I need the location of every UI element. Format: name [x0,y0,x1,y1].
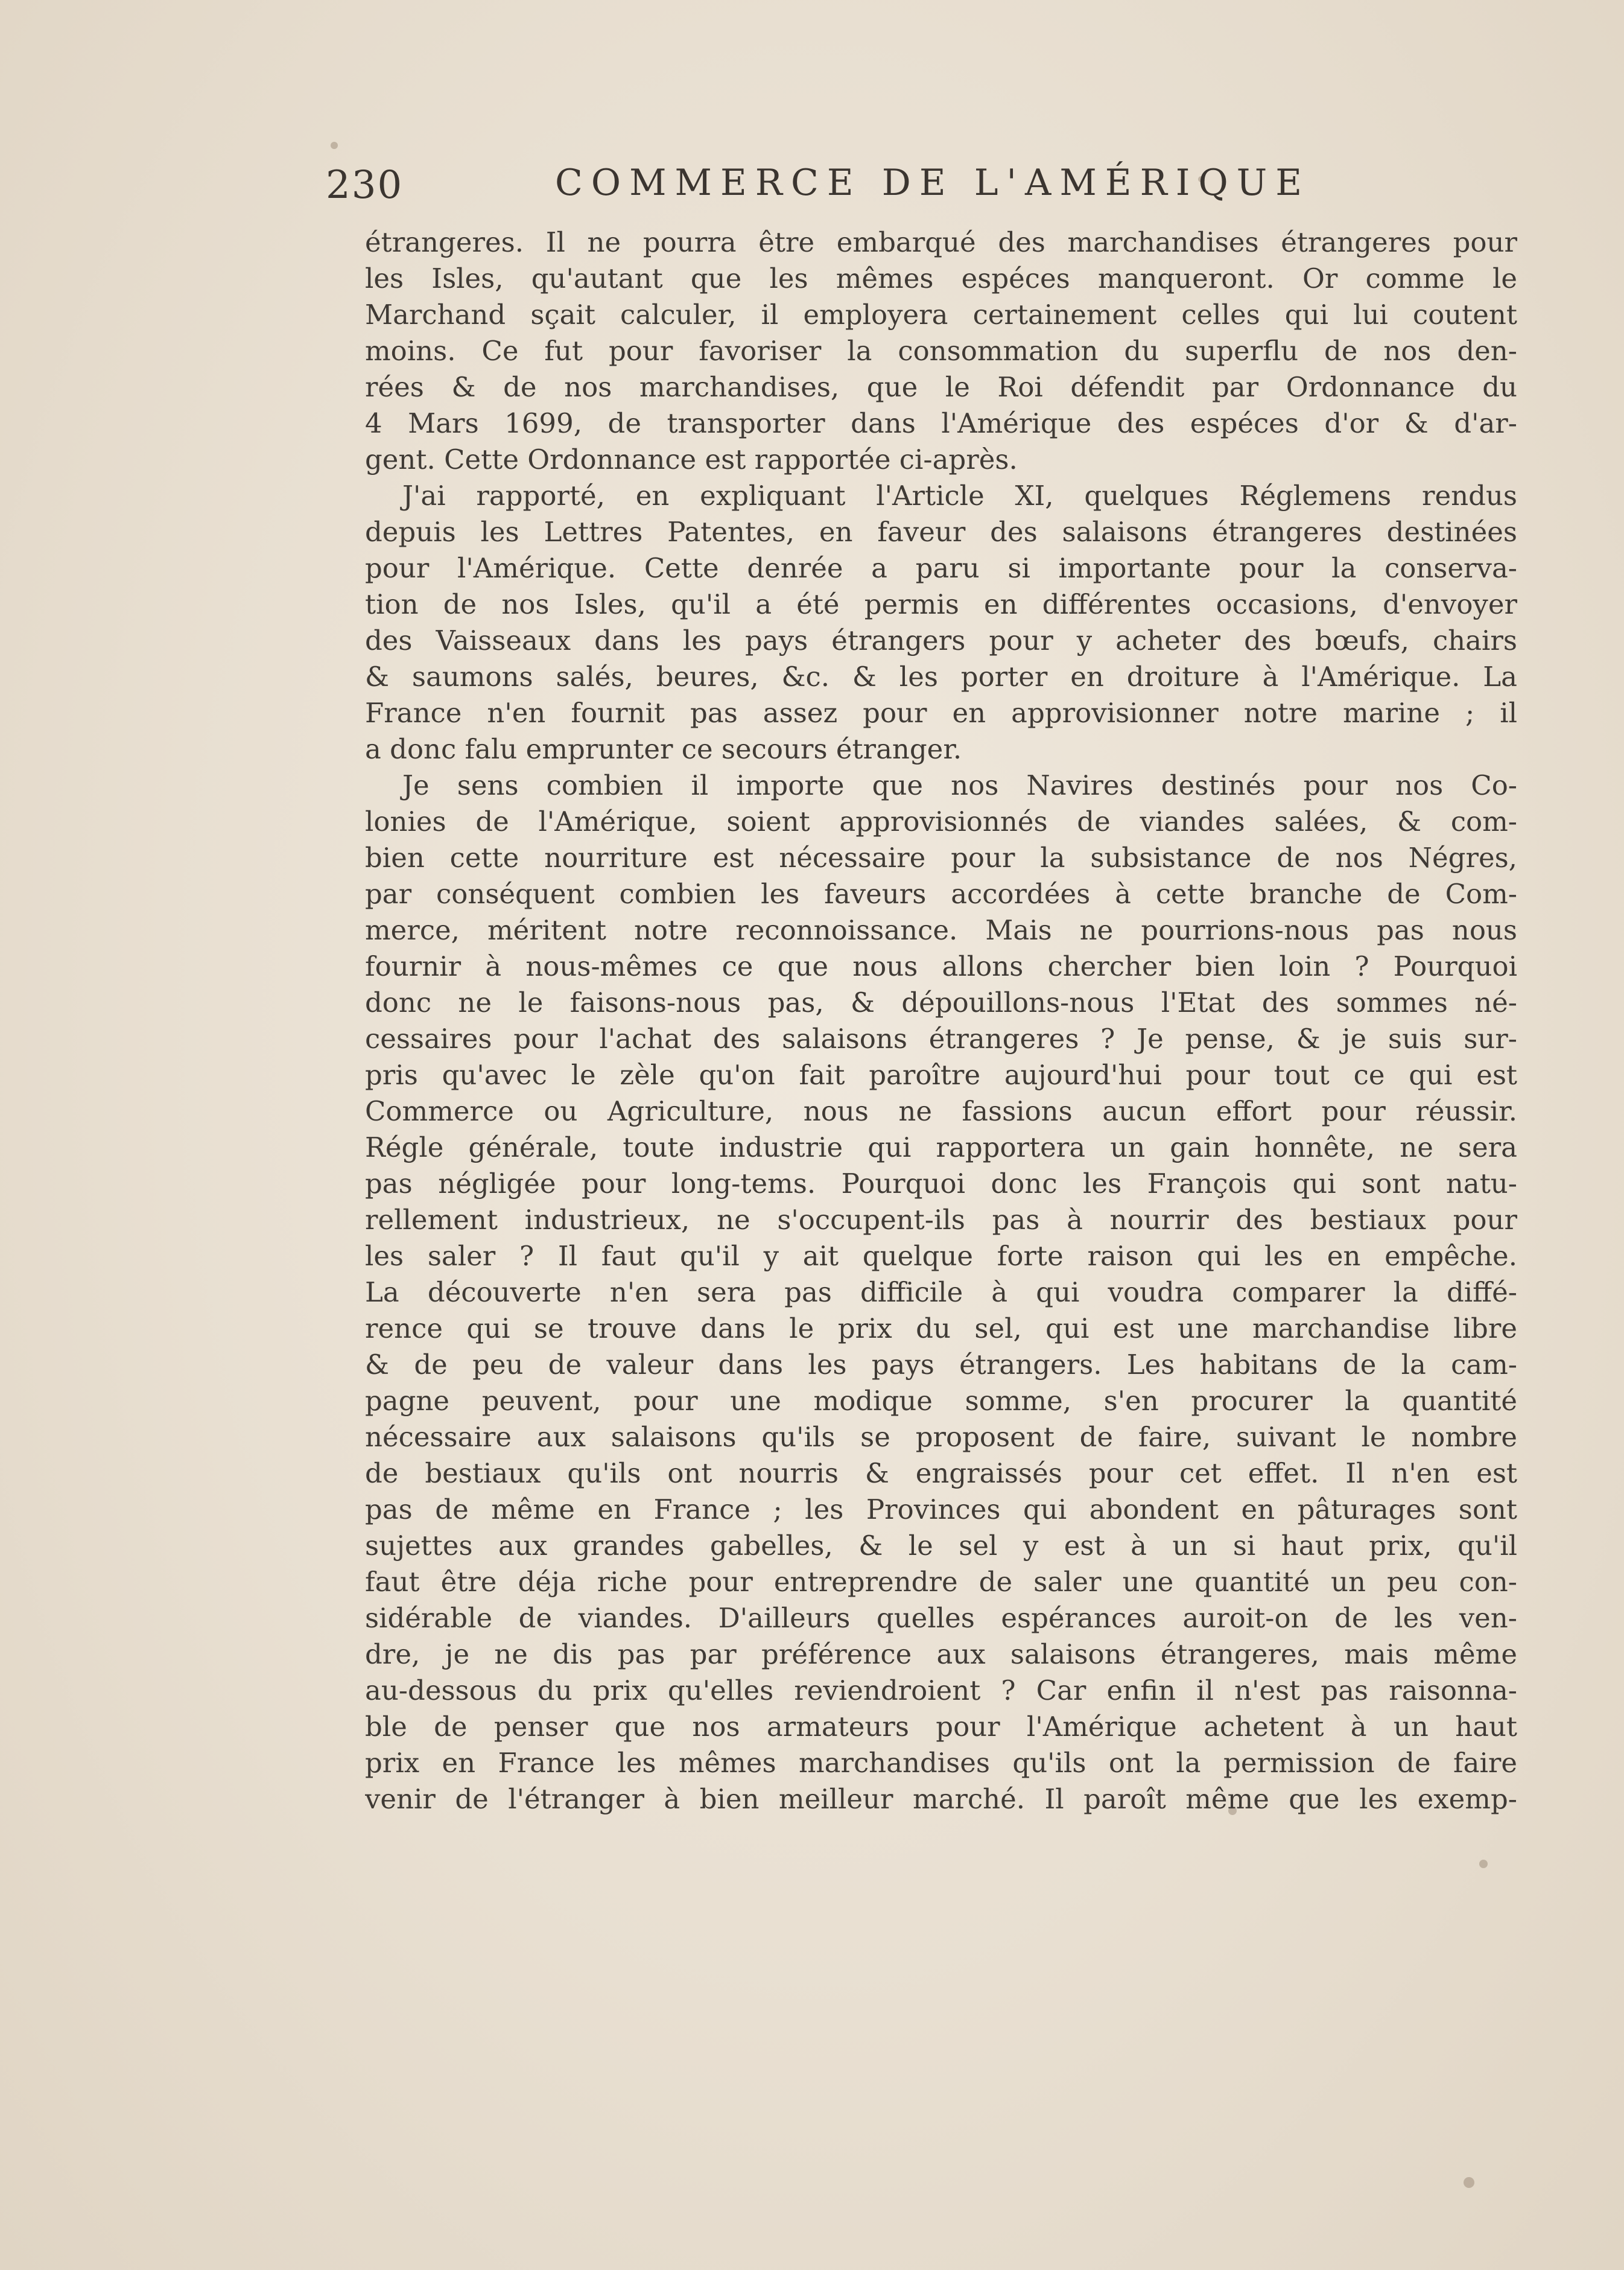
text-line: prix en France les mêmes marchandises qu'ils ont la permission de faire [365,1747,1517,1779]
text-line: les Isles, qu'autant que les mêmes espéces manqueront. Or comme le [365,262,1517,294]
text-line: lonies de l'Amérique, soient approvisionnés de viandes salées, & com- [365,806,1517,838]
text-line: sujettes aux grandes gabelles, & le sel y est à un si haut prix, qu'il [365,1530,1517,1562]
text-line: a donc falu emprunter ce secours étranger. [365,733,962,765]
text-line: cessaires pour l'achat des salaisons étrangeres ? Je pense, & je suis sur- [365,1023,1517,1055]
text-line: France n'en fournit pas assez pour en approvisionner notre marine ; il [365,697,1517,729]
body-text [365,224,1517,1817]
text-line: pas négligée pour long-tems. Pourquoi donc les François qui sont natu- [365,1168,1517,1200]
text-line: pour l'Amérique. Cette denrée a paru si importante pour la conserva- [365,552,1517,584]
text-line: fournir à nous-mêmes ce que nous allons chercher bien loin ? Pourquoi [365,950,1517,982]
text-line: pagne peuvent, pour une modique somme, s'en procurer la quantité [365,1385,1517,1417]
text-line: rées & de nos marchandises, que le Roi défendit par Ordonnance du [365,371,1517,403]
text-line: Régle générale, toute industrie qui rapportera un gain honnête, ne sera [365,1131,1517,1163]
text-line: tion de nos Isles, qu'il a été permis en différentes occasions, d'envoyer [365,588,1517,620]
text-line: venir de l'étranger à bien meilleur marché. Il paroît même que les exemp- [365,1783,1517,1815]
text-line: moins. Ce fut pour favoriser la consommation du superflu de nos den- [365,335,1517,367]
text-line: pas de même en France ; les Provinces qui abondent en pâturages sont [365,1493,1517,1525]
text-line: au-dessous du prix qu'elles reviendroient ? Car enfin il n'est pas raisonna- [365,1674,1517,1706]
text-line: & de peu de valeur dans les pays étrangers. Les habitans de la cam- [365,1349,1517,1381]
text-line: J'ai rapporté, en expliquant l'Article XI, quelques Réglemens rendus [402,480,1517,512]
text-line: sidérable de viandes. D'ailleurs quelles espérances auroit-on de les ven- [365,1602,1517,1634]
page-number: 230 [326,163,404,208]
text-line: Marchand sçait calculer, il employera certainement celles qui lui coutent [365,299,1517,331]
text-line: 4 Mars 1699, de transporter dans l'Amérique des espéces d'or & d'ar- [365,407,1517,439]
text-line: Commerce ou Agriculture, nous ne fassions aucun effort pour réussir. [365,1095,1517,1127]
text-line: merce, méritent notre reconnoissance. Mais ne pourrions-nous pas nous [365,914,1517,946]
text-line: donc ne le faisons-nous pas, & dépouillons-nous l'Etat des sommes né- [365,987,1517,1019]
ink-spot [1479,1860,1488,1868]
text-line: gent. Cette Ordonnance est rapportée ci-après. [365,444,1018,475]
text-line: étrangeres. Il ne pourra être embarqué des marchandises étrangeres pour [365,226,1517,258]
ink-spot [1464,2177,1474,2188]
page-header [326,156,1400,216]
text-line: dre, je ne dis pas par préférence aux salaisons étrangeres, mais même [365,1638,1517,1670]
text-line: nécessaire aux salaisons qu'ils se proposent de faire, suivant le nombre [365,1421,1517,1453]
text-line: par conséquent combien les faveurs accordées à cette branche de Com- [365,878,1517,910]
text-line: rellement industrieux, ne s'occupent-ils pas à nourrir des bestiaux pour [365,1204,1517,1236]
text-line: ble de penser que nos armateurs pour l'Amérique achetent à un haut [365,1711,1517,1743]
text-line: de bestiaux qu'ils ont nourris & engraissés pour cet effet. Il n'en est [365,1457,1517,1489]
text-line: rence qui se trouve dans le prix du sel, qui est une marchandise libre [365,1312,1517,1344]
text-line: bien cette nourriture est nécessaire pour la subsistance de nos Négres, [365,842,1517,874]
text-line: les saler ? Il faut qu'il y ait quelque forte raison qui les en empêche. [365,1240,1517,1272]
ink-spot [331,142,338,149]
text-line: depuis les Lettres Patentes, en faveur des salaisons étrangeres destinées [365,516,1517,548]
running-title: COMMERCE DE L'AMÉRIQUE [555,162,1311,204]
text-line: & saumons salés, beures, &c. & les porter en droiture à l'Amérique. La [365,661,1517,693]
text-line: des Vaisseaux dans les pays étrangers pour y acheter des bœufs, chairs [365,625,1517,657]
text-line: pris qu'avec le zèle qu'on fait paroître aujourd'hui pour tout ce qui est [365,1059,1517,1091]
text-line: faut être déja riche pour entreprendre de saler une quantité un peu con- [365,1566,1517,1598]
text-line: Je sens combien il importe que nos Navires destinés pour nos Co- [402,769,1517,801]
text-line: La découverte n'en sera pas difficile à qui voudra comparer la diffé- [365,1276,1517,1308]
